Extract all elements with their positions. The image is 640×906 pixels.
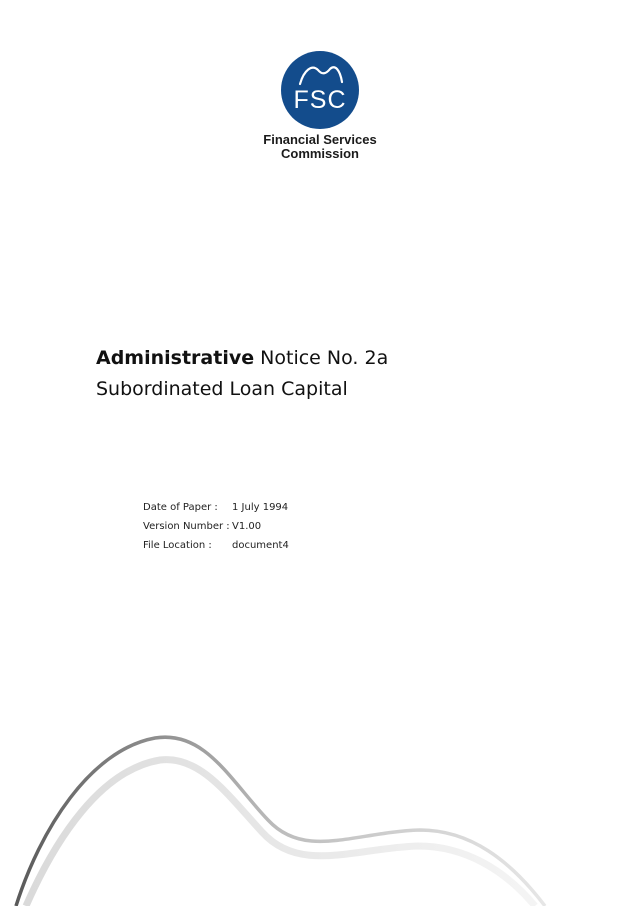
title-line [96, 343, 566, 374]
metadata-label: Date of Paper : [143, 502, 218, 513]
metadata-row [143, 498, 289, 517]
title-rest: Notice No. 2a [260, 347, 389, 369]
metadata-label: Version Number : [143, 521, 230, 532]
organization-name [220, 133, 420, 161]
metadata-value: V1.00 [232, 521, 262, 532]
metadata-value: 1 July 1994 [232, 502, 289, 513]
organization-name-line1: Financial Services [263, 132, 377, 147]
title-bold: Administrative [96, 347, 255, 369]
metadata-label: File Location : [143, 540, 212, 551]
organization-name-line2: Commission [280, 146, 359, 161]
document-metadata [143, 498, 289, 555]
document-title [96, 343, 566, 405]
document-subtitle: Subordinated Loan Capital [96, 378, 348, 400]
swoosh-curve [16, 737, 545, 906]
fsc-logo [280, 50, 360, 130]
logo-text: FSC [293, 86, 347, 114]
metadata-row [143, 536, 289, 555]
metadata-value: document4 [232, 540, 289, 551]
swoosh-shadow [26, 760, 535, 906]
decorative-swoosh [0, 720, 640, 906]
metadata-row [143, 517, 289, 536]
